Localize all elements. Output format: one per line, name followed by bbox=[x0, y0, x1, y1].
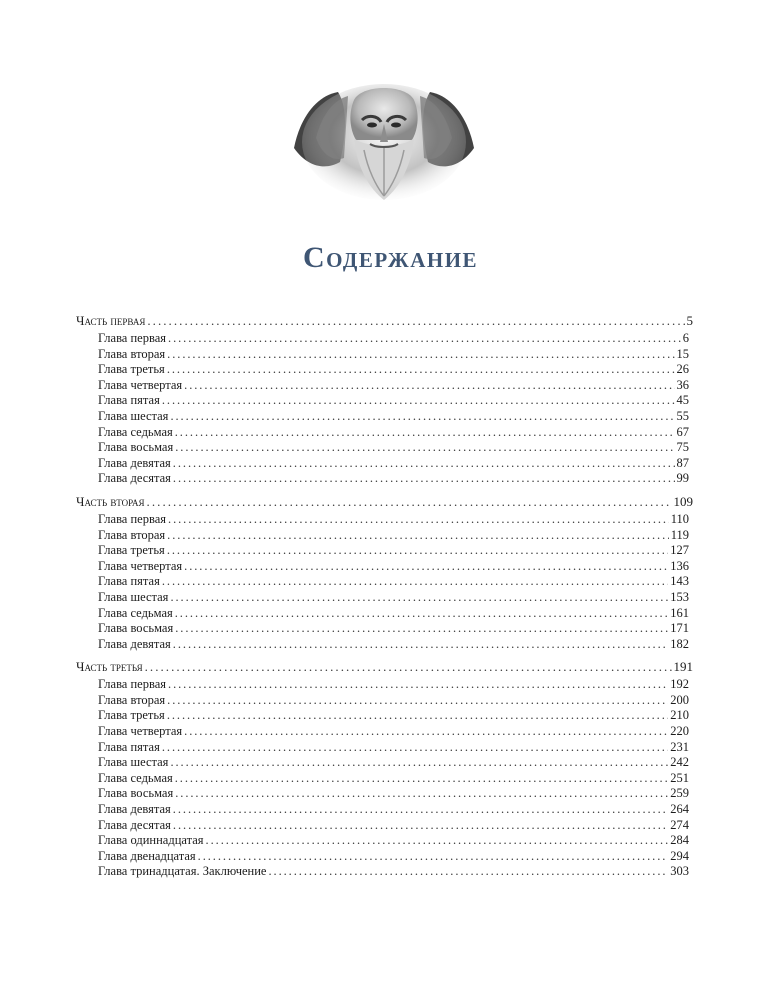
toc-chapter-entry-page-number: 220 bbox=[670, 724, 689, 739]
toc-part-entry-page-number: 191 bbox=[673, 659, 693, 675]
toc-chapter-entry-label: Глава четвертая bbox=[98, 724, 183, 739]
toc-chapter-entry-page-number: 294 bbox=[670, 848, 689, 863]
toc-part-entry-label: Часть первая bbox=[76, 313, 146, 328]
toc-chapter-entry-page-number: 110 bbox=[670, 511, 689, 526]
dot-leader bbox=[167, 528, 669, 544]
toc-chapter-entry[interactable] bbox=[76, 409, 689, 425]
toc-chapter-entry-label: Глава вторая bbox=[98, 346, 166, 361]
toc-chapter-entry[interactable] bbox=[76, 543, 689, 559]
toc-chapter-entry-page-number: 161 bbox=[670, 605, 689, 620]
toc-chapter-entry-label: Глава девятая bbox=[98, 802, 171, 817]
toc-chapter-entry-label: Глава первая bbox=[98, 677, 167, 692]
toc-chapter-entry[interactable] bbox=[76, 693, 689, 709]
dot-leader bbox=[170, 590, 668, 606]
toc-chapter-entry-page-number: 242 bbox=[670, 755, 689, 770]
toc-chapter-entry-page-number: 55 bbox=[676, 408, 689, 423]
toc-chapter-entry-label: Глава вторая bbox=[98, 692, 166, 707]
dot-leader bbox=[175, 606, 669, 622]
toc-chapter-entry[interactable] bbox=[76, 456, 689, 472]
dot-leader bbox=[168, 331, 681, 347]
toc-chapter-entry[interactable] bbox=[76, 740, 689, 756]
toc-chapter-entry-page-number: 99 bbox=[676, 471, 689, 486]
toc-part bbox=[76, 494, 693, 652]
toc-chapter-entry[interactable] bbox=[76, 528, 689, 544]
toc-chapter-entry[interactable] bbox=[76, 393, 689, 409]
page-title: Содержание bbox=[302, 241, 479, 274]
toc-chapter-entry-label: Глава пятая bbox=[98, 739, 160, 754]
dot-leader bbox=[175, 425, 675, 441]
toc-chapter-entry[interactable] bbox=[76, 724, 689, 740]
toc-chapter-entry-page-number: 15 bbox=[676, 346, 689, 361]
toc-chapter-entry-label: Глава шестая bbox=[98, 408, 169, 423]
toc-chapter-entry[interactable] bbox=[76, 331, 689, 347]
dot-leader bbox=[168, 677, 668, 693]
toc-chapter-entry[interactable] bbox=[76, 574, 689, 590]
dot-leader bbox=[268, 864, 668, 880]
toc-chapter-entry-label: Глава четвертая bbox=[98, 558, 183, 573]
toc-chapter-entry[interactable] bbox=[76, 512, 689, 528]
toc-chapter-entry-page-number: 284 bbox=[670, 833, 689, 848]
dot-leader bbox=[173, 456, 675, 472]
toc-chapter-entry-label: Глава шестая bbox=[98, 755, 169, 770]
toc-chapter-entry-page-number: 75 bbox=[676, 440, 689, 455]
toc-chapter-entry-page-number: 26 bbox=[676, 362, 689, 377]
toc-chapter-entry[interactable] bbox=[76, 425, 689, 441]
toc-chapter-entry-label: Глава шестая bbox=[98, 589, 169, 604]
dot-leader bbox=[168, 512, 669, 528]
dot-leader bbox=[175, 786, 668, 802]
dot-leader bbox=[184, 559, 668, 575]
toc-chapter-entry[interactable] bbox=[76, 590, 689, 606]
dot-leader bbox=[173, 471, 675, 487]
dot-leader bbox=[147, 313, 684, 329]
toc-part-entry[interactable] bbox=[76, 494, 693, 510]
dot-leader bbox=[145, 659, 672, 675]
toc-chapter-entry-label: Глава третья bbox=[98, 362, 165, 377]
dot-leader bbox=[162, 740, 668, 756]
toc-chapter-entry-page-number: 87 bbox=[676, 455, 689, 470]
dot-leader bbox=[167, 693, 668, 709]
toc-chapter-entry-page-number: 45 bbox=[676, 393, 689, 408]
toc-chapter-entry-page-number: 171 bbox=[670, 621, 689, 636]
toc-chapter-entry[interactable] bbox=[76, 471, 689, 487]
toc-chapter-entry[interactable] bbox=[76, 771, 689, 787]
toc-chapter-entry[interactable] bbox=[76, 755, 689, 771]
dot-leader bbox=[167, 543, 668, 559]
toc-chapter-entry[interactable] bbox=[76, 362, 689, 378]
toc-chapter-entry-page-number: 303 bbox=[670, 864, 689, 879]
toc-chapter-entry-page-number: 182 bbox=[670, 636, 689, 651]
toc-chapter-entry[interactable] bbox=[76, 708, 689, 724]
toc-chapter-entry-label: Глава вторая bbox=[98, 527, 166, 542]
toc-chapter-entry[interactable] bbox=[76, 818, 689, 834]
toc-chapter-entry[interactable] bbox=[76, 637, 689, 653]
dot-leader bbox=[170, 755, 668, 771]
toc-chapter-entry[interactable] bbox=[76, 378, 689, 394]
toc-chapter-entry-label: Глава двенадцатая bbox=[98, 848, 196, 863]
toc-part-entry[interactable] bbox=[76, 659, 693, 675]
toc-chapter-entry-label: Глава девятая bbox=[98, 455, 171, 470]
dot-leader bbox=[173, 802, 668, 818]
toc-chapter-entry[interactable] bbox=[76, 849, 689, 865]
toc-chapter-entry[interactable] bbox=[76, 621, 689, 637]
toc-chapter-entry-page-number: 6 bbox=[682, 331, 689, 345]
toc-chapter-entry-label: Глава десятая bbox=[98, 817, 171, 832]
toc-chapter-entry[interactable] bbox=[76, 833, 689, 849]
toc-chapter-entry-page-number: 259 bbox=[670, 786, 689, 801]
dot-leader bbox=[167, 362, 675, 378]
toc-chapter-entry-page-number: 36 bbox=[676, 377, 689, 392]
toc-chapter-entry-page-number: 192 bbox=[670, 677, 689, 692]
toc-chapter-entry-label: Глава восьмая bbox=[98, 440, 174, 455]
toc-chapter-entry[interactable] bbox=[76, 786, 689, 802]
dot-leader bbox=[206, 833, 669, 849]
toc-chapter-entry-label: Глава пятая bbox=[98, 574, 160, 589]
toc-part-entry-label: Часть вторая bbox=[76, 493, 145, 509]
toc-chapter-entry-label: Глава четвертая bbox=[98, 377, 183, 392]
table-of-contents bbox=[76, 313, 693, 887]
toc-chapter-entry-page-number: 264 bbox=[670, 802, 689, 817]
toc-chapter-entry-label: Глава третья bbox=[98, 543, 165, 558]
toc-chapter-entry-page-number: 119 bbox=[670, 527, 689, 542]
dot-leader bbox=[198, 849, 669, 865]
toc-part-entry[interactable] bbox=[76, 313, 693, 329]
toc-chapter-entry-page-number: 153 bbox=[670, 589, 689, 604]
dot-leader bbox=[147, 494, 672, 510]
toc-chapter-entry-label: Глава девятая bbox=[98, 636, 171, 651]
toc-chapter-entry[interactable] bbox=[76, 606, 689, 622]
dot-leader bbox=[162, 574, 668, 590]
dot-leader bbox=[173, 818, 668, 834]
dot-leader bbox=[173, 637, 668, 653]
dot-leader bbox=[167, 708, 668, 724]
toc-chapter-entry-label: Глава пятая bbox=[98, 393, 160, 408]
dot-leader bbox=[175, 621, 668, 637]
dot-leader bbox=[184, 378, 674, 394]
toc-chapter-entry-label: Глава восьмая bbox=[98, 621, 174, 636]
toc-chapter-entry-label: Глава десятая bbox=[98, 471, 171, 486]
toc-part-entry-label: Часть третья bbox=[76, 659, 143, 675]
toc-chapter-entry[interactable] bbox=[76, 677, 689, 693]
toc-chapter-entry[interactable] bbox=[76, 864, 689, 880]
toc-chapter-entry-page-number: 231 bbox=[670, 739, 689, 754]
toc-chapter-entry-page-number: 127 bbox=[670, 543, 689, 558]
toc-chapter-entry-page-number: 274 bbox=[670, 817, 689, 832]
toc-part bbox=[76, 659, 693, 880]
dot-leader bbox=[184, 724, 668, 740]
toc-part-entry-page-number: 5 bbox=[686, 313, 693, 328]
toc-part-entry-page-number: 109 bbox=[673, 493, 693, 509]
toc-chapter-entry[interactable] bbox=[76, 347, 689, 363]
toc-chapter-entry-page-number: 67 bbox=[676, 424, 689, 439]
toc-chapter-entry-label: Глава одиннадцатая bbox=[98, 833, 204, 848]
toc-chapter-entry-label: Глава третья bbox=[98, 708, 165, 723]
toc-chapter-entry-page-number: 143 bbox=[670, 574, 689, 589]
toc-chapter-entry-label: Глава тринадцатая. Заключение bbox=[98, 864, 267, 879]
bearded-face-illustration-icon bbox=[286, 78, 482, 206]
toc-chapter-entry-label: Глава седьмая bbox=[98, 424, 173, 439]
dot-leader bbox=[175, 440, 674, 456]
toc-chapter-entry-label: Глава восьмая bbox=[98, 786, 174, 801]
toc-chapter-entry[interactable] bbox=[76, 440, 689, 456]
toc-chapter-entry-label: Глава седьмая bbox=[98, 770, 173, 785]
toc-chapter-entry-page-number: 251 bbox=[670, 770, 689, 785]
dot-leader bbox=[162, 393, 675, 409]
toc-chapter-entry-label: Глава седьмая bbox=[98, 605, 173, 620]
toc-chapter-entry[interactable] bbox=[76, 559, 689, 575]
toc-chapter-entry[interactable] bbox=[76, 802, 689, 818]
toc-chapter-entry-page-number: 210 bbox=[670, 708, 689, 723]
dot-leader bbox=[175, 771, 669, 787]
toc-chapter-entry-page-number: 200 bbox=[670, 692, 689, 707]
toc-chapter-entry-label: Глава первая bbox=[98, 331, 167, 345]
dot-leader bbox=[167, 347, 674, 363]
toc-chapter-entry-page-number: 136 bbox=[670, 558, 689, 573]
toc-chapter-entry-label: Глава первая bbox=[98, 511, 167, 526]
dot-leader bbox=[170, 409, 674, 425]
toc-part bbox=[76, 313, 693, 487]
